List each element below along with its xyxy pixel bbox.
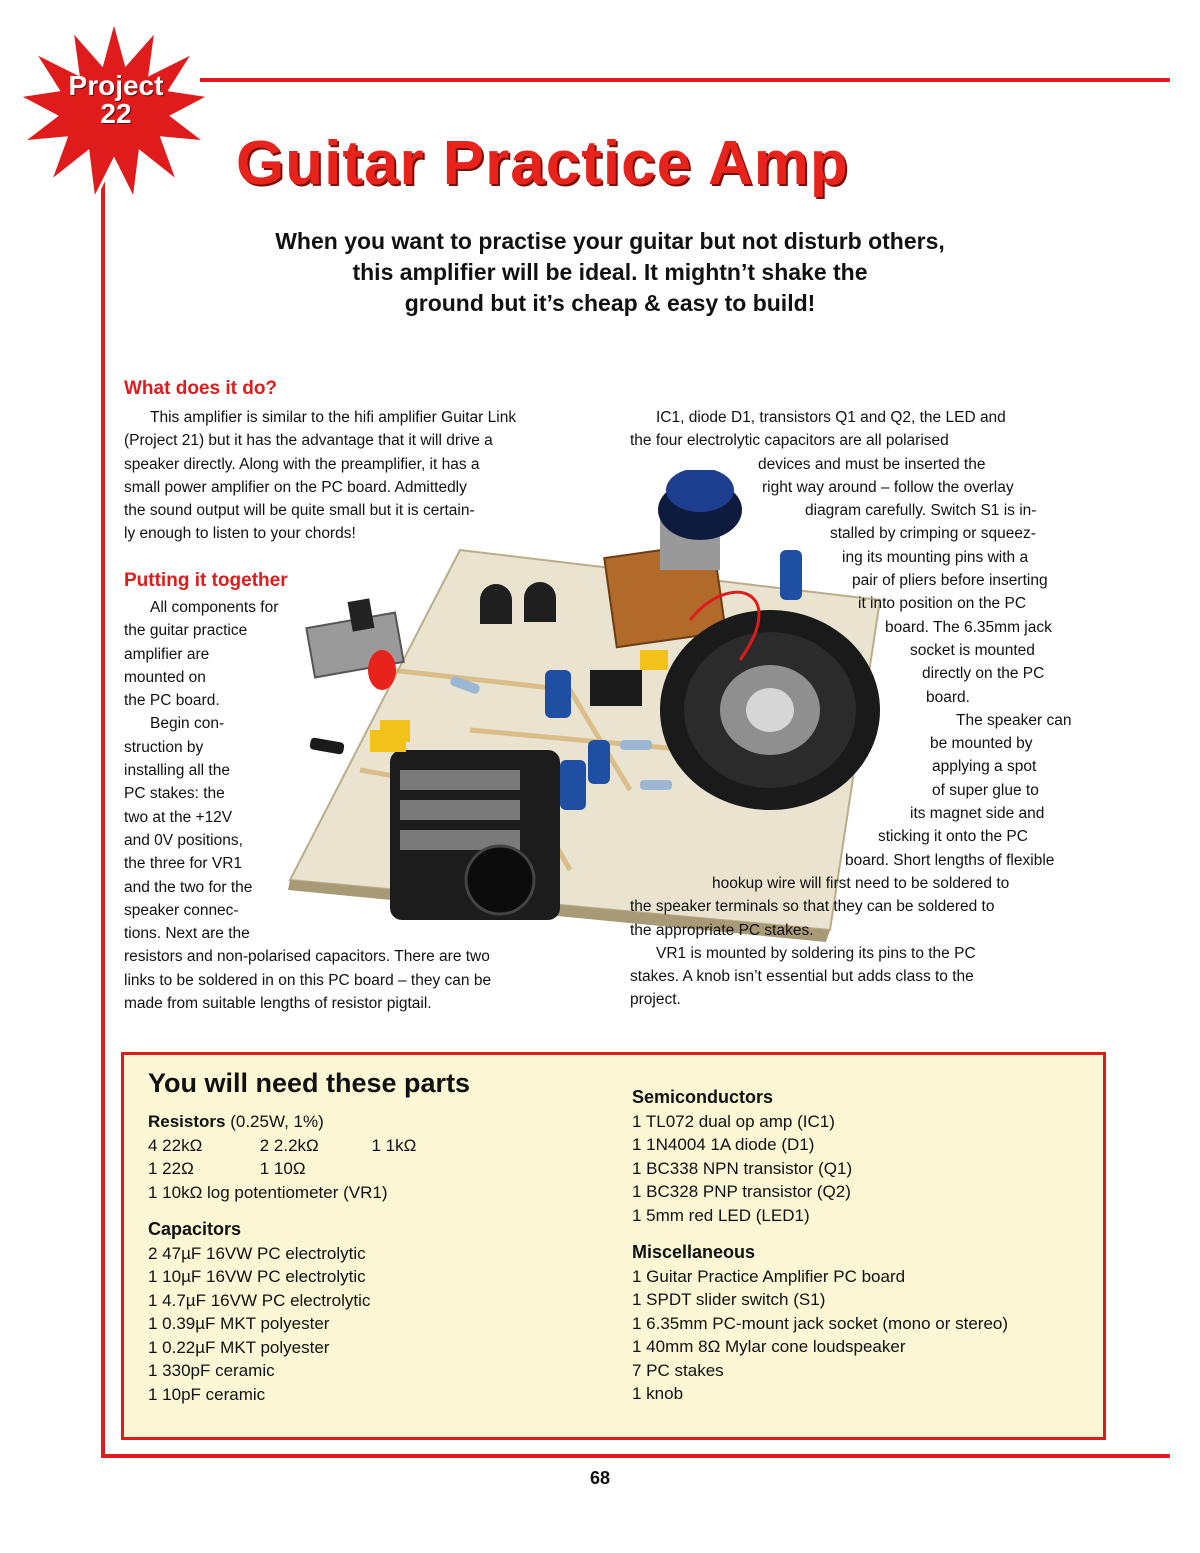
resistor-row bbox=[148, 1157, 478, 1181]
text-line: the four electrolytic capacitors are all polarised bbox=[630, 432, 949, 450]
text-line: the sound output will be quite small but it is certain- bbox=[124, 502, 475, 520]
section-heading-what-does-it-do: What does it do? bbox=[124, 378, 278, 399]
text-line: links to be soldered in on this PC board – they can be bbox=[124, 971, 492, 989]
subtitle-line: ground but it’s cheap & easy to build! bbox=[404, 290, 816, 316]
miscellaneous-heading: Miscellaneous bbox=[632, 1242, 756, 1262]
parts-left-column bbox=[148, 1110, 478, 1406]
text-line: right way around – follow the overlay bbox=[762, 478, 1014, 496]
resistor-item: 1 10Ω bbox=[259, 1159, 306, 1178]
resistor-item: 4 22kΩ bbox=[148, 1135, 203, 1155]
text-line: small power amplifier on the PC board. Admittedly bbox=[124, 478, 467, 496]
misc-item: 1 6.35mm PC-mount jack socket (mono or stereo) bbox=[632, 1313, 1009, 1333]
parts-list-title: You will need these parts bbox=[148, 1068, 471, 1098]
text-line: two at the +12V bbox=[124, 808, 233, 826]
page-number: 68 bbox=[590, 1468, 611, 1488]
frame-bottom-rule bbox=[101, 1454, 1170, 1458]
text-line: VR1 is mounted by soldering its pins to the PC bbox=[656, 944, 976, 962]
text-line: installing all the bbox=[124, 762, 230, 780]
subtitle-line: When you want to practise your guitar but not disturb others, bbox=[275, 228, 945, 254]
text-line: project. bbox=[630, 991, 681, 1009]
spacer bbox=[148, 1204, 478, 1218]
resistors-spec: (0.25W, 1%) bbox=[225, 1112, 324, 1131]
text-line: struction by bbox=[124, 738, 204, 756]
capacitor-item: 1 10µF 16VW PC electrolytic bbox=[148, 1267, 366, 1286]
text-line: the PC board. bbox=[124, 692, 220, 710]
text-line: tions. Next are the bbox=[124, 925, 250, 943]
text-line: All components for bbox=[150, 599, 279, 616]
text-line: sticking it onto the PC bbox=[878, 828, 1028, 846]
text-line: IC1, diode D1, transistors Q1 and Q2, the LED and bbox=[656, 409, 1006, 426]
resistors-heading: Resistors bbox=[148, 1112, 226, 1131]
text-line: board. The 6.35mm jack bbox=[885, 618, 1052, 636]
text-line: the guitar practice bbox=[124, 622, 248, 640]
project-badge-line2: 22 bbox=[100, 98, 132, 129]
misc-item: 1 40mm 8Ω Mylar cone loudspeaker bbox=[632, 1337, 906, 1356]
semiconductor-item: 1 TL072 dual op amp (IC1) bbox=[632, 1111, 835, 1131]
text-line: and 0V positions, bbox=[124, 831, 243, 849]
text-line: pair of pliers before inserting bbox=[852, 572, 1048, 590]
right-column-text bbox=[630, 406, 1110, 1012]
text-line: devices and must be inserted the bbox=[758, 455, 986, 473]
text-line: speaker connec- bbox=[124, 901, 239, 919]
semiconductor-item: 1 1N4004 1A diode (D1) bbox=[632, 1135, 815, 1154]
text-line: its magnet side and bbox=[910, 805, 1045, 823]
misc-item: 7 PC stakes bbox=[632, 1360, 724, 1380]
resistor-item: 1 10kΩ log potentiometer (VR1) bbox=[148, 1182, 388, 1202]
text-line: applying a spot bbox=[932, 758, 1037, 776]
text-line: This amplifier is similar to the hifi amplifier Guitar Link bbox=[150, 409, 517, 426]
text-line: it into position on the PC bbox=[858, 595, 1027, 613]
text-line: board. Short lengths of flexible bbox=[845, 851, 1055, 869]
resistor-item: 2 2.2kΩ bbox=[259, 1135, 319, 1155]
resistors-heading-row bbox=[148, 1110, 478, 1134]
misc-item: 1 SPDT slider switch (S1) bbox=[632, 1290, 826, 1309]
resistor-row bbox=[148, 1134, 478, 1158]
semiconductor-item: 1 5mm red LED (LED1) bbox=[632, 1205, 810, 1225]
text-line: diagram carefully. Switch S1 is in- bbox=[805, 502, 1037, 520]
text-line: Begin con- bbox=[150, 715, 225, 733]
subtitle-line: this amplifier will be ideal. It mightn’t shake the bbox=[352, 259, 868, 285]
text-line: The speaker can bbox=[956, 711, 1072, 729]
frame-top-rule bbox=[200, 78, 1170, 82]
misc-item: 1 Guitar Practice Amplifier PC board bbox=[632, 1266, 906, 1286]
capacitor-item: 1 330pF ceramic bbox=[148, 1361, 275, 1380]
text-line: and the two for the bbox=[124, 878, 253, 896]
resistor-item: 1 22Ω bbox=[148, 1159, 194, 1178]
text-line: the appropriate PC stakes. bbox=[630, 921, 814, 939]
text-line: made from suitable lengths of resistor pigtail. bbox=[124, 995, 432, 1013]
text-line: socket is mounted bbox=[910, 641, 1035, 659]
text-line: speaker directly. Along with the preamplifier, it has a bbox=[124, 455, 480, 473]
capacitor-item: 1 0.39µF MKT polyester bbox=[148, 1314, 330, 1333]
misc-item: 1 knob bbox=[632, 1384, 684, 1403]
text-line: stalled by crimping or squeez- bbox=[830, 525, 1036, 543]
project-badge-label bbox=[54, 72, 178, 128]
capacitor-item: 1 4.7µF 16VW PC electrolytic bbox=[148, 1290, 371, 1310]
semiconductor-item: 1 BC338 NPN transistor (Q1) bbox=[632, 1158, 853, 1178]
text-line: board. bbox=[926, 688, 970, 706]
page-title: Guitar Practice Amp bbox=[236, 129, 849, 198]
capacitor-item: 1 0.22µF MKT polyester bbox=[148, 1337, 330, 1357]
text-line: ing its mounting pins with a bbox=[842, 548, 1029, 566]
section-heading-putting-it-together: Putting it together bbox=[124, 570, 288, 591]
semiconductor-item: 1 BC328 PNP transistor (Q2) bbox=[632, 1182, 851, 1201]
text-line: PC stakes: the bbox=[124, 785, 225, 803]
text-line: the speaker terminals so that they can be soldered to bbox=[630, 898, 995, 916]
text-line: hookup wire will first need to be soldered to bbox=[712, 874, 1010, 892]
subtitle bbox=[140, 226, 1080, 319]
text-line: (Project 21) but it has the advantage that it will drive a bbox=[124, 432, 493, 450]
project-badge-line1: Project bbox=[68, 70, 164, 101]
capacitors-heading: Capacitors bbox=[148, 1219, 242, 1239]
text-line: be mounted by bbox=[930, 735, 1033, 753]
text-line: resistors and non-polarised capacitors. There are two bbox=[124, 948, 490, 966]
semiconductors-heading: Semiconductors bbox=[632, 1087, 774, 1107]
capacitor-item: 2 47µF 16VW PC electrolytic bbox=[148, 1243, 366, 1263]
text-line: stakes. A knob isn’t essential but adds class to the bbox=[630, 968, 974, 986]
text-line: of super glue to bbox=[932, 781, 1039, 799]
text-line: amplifier are bbox=[124, 645, 210, 663]
spacer bbox=[632, 1227, 1008, 1241]
capacitor-item: 1 10pF ceramic bbox=[148, 1384, 266, 1404]
resistor-item: 1 1kΩ bbox=[371, 1135, 417, 1155]
parts-right-column bbox=[632, 1086, 1008, 1406]
text-line: the three for VR1 bbox=[124, 855, 243, 873]
text-line: ly enough to listen to your chords! bbox=[124, 525, 356, 543]
frame-left-rule bbox=[101, 110, 105, 1458]
text-line: directly on the PC bbox=[922, 665, 1045, 683]
text-line: mounted on bbox=[124, 668, 206, 686]
